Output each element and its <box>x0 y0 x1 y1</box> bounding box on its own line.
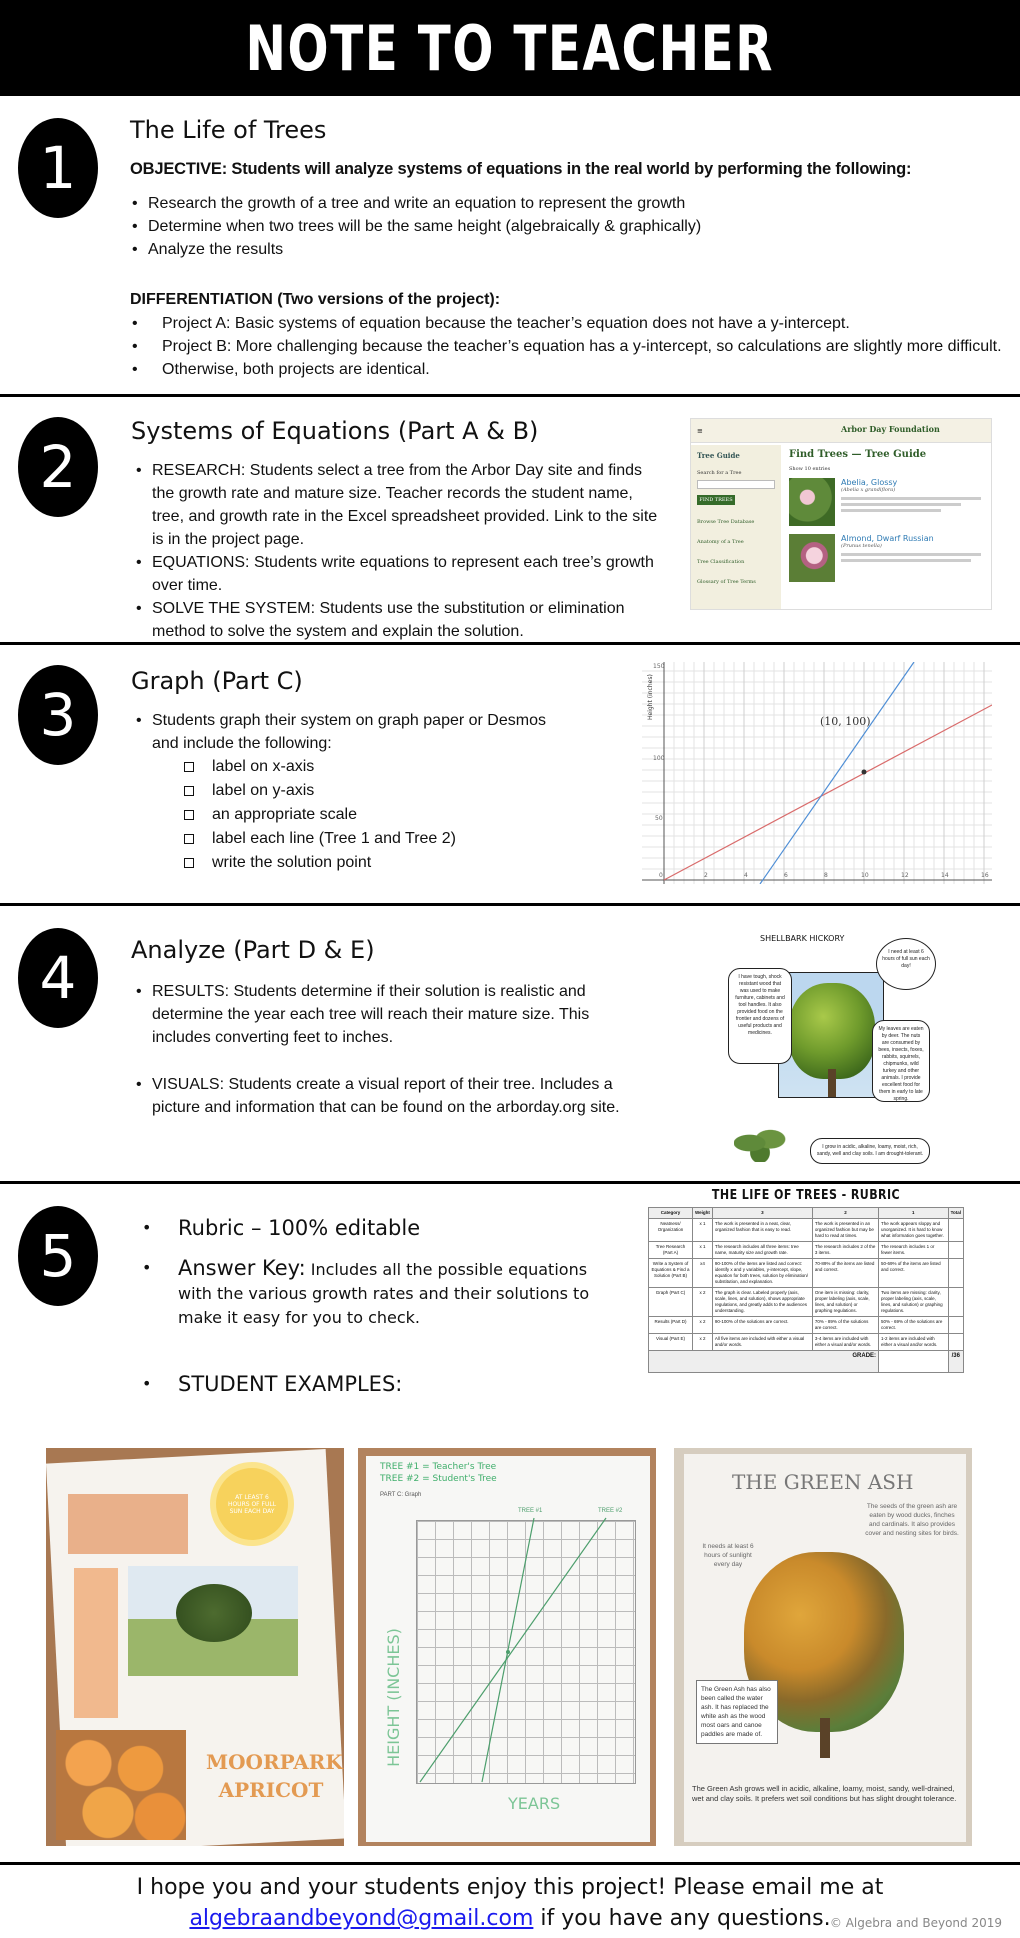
x-tick-label: 10 <box>861 872 869 879</box>
answer-key-title: Answer Key: <box>178 1256 306 1280</box>
x-tick-label: 6 <box>784 872 788 879</box>
sidebar-heading: Tree Guide <box>697 451 740 460</box>
column-header: 1 <box>879 1208 949 1219</box>
column-header: Total <box>948 1208 963 1219</box>
example-title: THE GREEN ASH <box>732 1470 914 1494</box>
header-banner <box>0 0 1020 96</box>
grade-total: /36 <box>948 1351 963 1373</box>
example-heading: TREE #1 = Teacher's Tree <box>380 1462 497 1472</box>
list-item: • VISUALS: Students create a visual report of their tree. Includes a picture and information that can be found on the arborday.org site. <box>134 1073 644 1119</box>
x-tick-label: 16 <box>981 872 989 879</box>
list-item: • RESULTS: Students determine if their solution is realistic and determine the year each tree will reach their mature size. This includes converting feet to inches. <box>134 980 644 1049</box>
callout-bubble: I grow in acidic, alkaline, loamy, moist, rich, sandy, well and clay soils. I am drought-tolerant. <box>810 1138 930 1164</box>
column-header: Category <box>649 1208 693 1219</box>
footer-line-1: I hope you and your students enjoy this project! Please email me at <box>136 1875 884 1900</box>
tree-photo <box>789 478 835 526</box>
menu-icon: ≡ <box>697 426 703 435</box>
tree-entry <box>789 534 989 582</box>
callout-bubble: I have tough, shock resistant wood that was used to make furniture, cabinets and tool handles. It also provided food on the frontier and dozens of useful products and medicines. <box>728 968 792 1064</box>
screenshot-main <box>789 449 989 590</box>
section-4-list <box>134 980 644 1119</box>
tree-entry <box>789 478 989 526</box>
list-item <box>140 1372 610 1398</box>
tree-name: Abelia, Glossy <box>841 478 898 487</box>
arbor-logo: Arbor Day Foundation <box>841 424 940 434</box>
callout-bubble: I need at least 6 hours of full sun each day! <box>876 938 936 990</box>
objective-list <box>130 192 930 261</box>
sidebar-link: Anatomy of a Tree <box>697 539 744 545</box>
table-header-row <box>649 1208 964 1219</box>
checklist-item: write the solution point <box>182 851 582 875</box>
table-row: Results (Part D) x 2 90-100% of the solutions are correct. 70% - 89% of the solutions are correct. 50% - 69% of the solutions are correct. <box>649 1317 964 1334</box>
x-tick-label: 2 <box>704 872 708 879</box>
section-title: Analyze (Part D & E) <box>131 936 375 964</box>
table-row: Visual (Part E) x 2 All five items are included with either a visual and/or words. 3-4 items are included with either a visual and/or words. 1-2 items are included with either a visual and/or words. <box>649 1334 964 1351</box>
x-tick-label: 4 <box>744 872 748 879</box>
rubric-table-preview <box>648 1188 964 1373</box>
desmos-graph <box>642 662 992 884</box>
list-item: • Otherwise, both projects are identical. <box>130 358 1010 381</box>
line-label: TREE #2 <box>598 1508 623 1514</box>
student-example-photo-1 <box>46 1448 344 1846</box>
list-item <box>140 1256 610 1330</box>
table-row: Neatness/ Organization x 1 The work is presented in a neat, clear, organized fashion that is easy to read. The work is presented in an organized fashion but may be hard to read at times. The work appears sloppy and unorganized. It is hard to know what information goes together. <box>649 1219 964 1242</box>
differentiation-list <box>130 312 1010 381</box>
tree-picture <box>778 972 884 1098</box>
footer-line-2-text: if you have any questions. <box>533 1906 831 1931</box>
column-header: 2 <box>812 1208 878 1219</box>
x-tick-label: 0 <box>659 872 663 879</box>
student-examples-title: STUDENT EXAMPLES: <box>178 1372 403 1396</box>
list-item: • Research the growth of a tree and write an equation to represent the growth <box>130 192 930 215</box>
list-item: • Project A: Basic systems of equation because the teacher’s equation does not have a y-intercept. <box>130 312 1010 335</box>
student-example-photo-3 <box>674 1448 972 1846</box>
x-tick-label: 8 <box>824 872 828 879</box>
graph-checklist <box>182 755 582 875</box>
rubric-table <box>648 1207 964 1373</box>
column-header: Weight <box>693 1208 713 1219</box>
answer-key-text: Includes all the possible equations with the various growth rates and their solutions to make it easy for you to check. <box>178 1260 590 1327</box>
list-item: • Project B: More challenging because the teacher’s equation has a y-intercept, so calculations are slightly more difficult. <box>130 335 1010 358</box>
screenshot-sidebar <box>691 445 781 610</box>
checklist-item: label each line (Tree 1 and Tree 2) <box>182 827 582 851</box>
checklist-item: label on x-axis <box>182 755 582 779</box>
table-row: Graph (Part C) x 2 The graph is clear. Labeled properly (axis, scale, lines, and solution), shows appropriate regulations, and greatly adds to the audiences understanding. One item is missing: clarity, proper labeling (axis, scale, lines, and solution) or graphing regulations. Two items are missing: clarity, proper labeling (axis, scale, lines, and solution) or graphing regulations. <box>649 1288 964 1317</box>
tree-photo <box>789 534 835 582</box>
x-tick-label: 14 <box>941 872 949 879</box>
section-divider <box>0 1862 1020 1865</box>
section-number-badge: 4 <box>18 928 98 1028</box>
section-3-list <box>134 709 574 755</box>
example-heading: TREE #2 = Student's Tree <box>380 1474 497 1484</box>
visual-report-example <box>720 928 990 1166</box>
sun-drawing: AT LEAST 6 HOURS OF FULL SUN EACH DAY <box>216 1468 288 1540</box>
objective-text: OBJECTIVE: Students will analyze systems of equations in the real world by performing the following: <box>130 160 912 178</box>
callout-bubble: My leaves are eaten by deer. The nuts are consumed by bees, insects, foxes, rabbits, squirrels, chipmunks, wild turkey and other animals. I provide excellent food for them in early to late spring. <box>872 1020 930 1102</box>
section-number-badge: 3 <box>18 665 98 765</box>
search-label: Search for a Tree <box>697 470 742 476</box>
table-row: Write a System of Equations & Find a Solution (Part B) x4 90-100% of the items are listed and correct: identify x and y variables, y-intercept, slope, equation for both trees, solution by elimination/ substitution, and explanation. 70-89% of the items are listed and correct. 50-69% of the items are listed and correct. <box>649 1259 964 1288</box>
column-header: 3 <box>712 1208 812 1219</box>
y-axis-label: Height (inches) <box>647 674 654 720</box>
differentiation-heading: DIFFERENTIATION (Two versions of the project): <box>130 291 501 308</box>
example-note: The seeds of the green ash are eaten by wood ducks, finches and cardinals. It also provides cover and nesting sites for birds. <box>865 1503 959 1537</box>
leaf-drawing <box>734 1124 786 1162</box>
section-5-list <box>140 1216 610 1398</box>
line-label: TREE #1 <box>518 1508 543 1514</box>
section-title: Systems of Equations (Part A & B) <box>131 417 539 445</box>
section-1 <box>0 96 1020 394</box>
checklist-item: label on y-axis <box>182 779 582 803</box>
visual-title: SHELLBARK HICKORY <box>760 934 845 943</box>
section-number-badge: 5 <box>18 1206 98 1306</box>
list-item: • SOLVE THE SYSTEM: Students use the substitution or elimination method to solve the system and explain the solution. <box>134 597 664 642</box>
tree-scientific-name: (Prunus tenella) <box>841 543 882 549</box>
x-tick-label: 12 <box>901 872 909 879</box>
example-note: The Green Ash has also been called the water ash. It has replaced the white ash as the wood most oars and canoe paddles are made of. <box>696 1680 778 1744</box>
example-part: PART C: Graph <box>380 1492 422 1498</box>
sidebar-link: Browse Tree Database <box>697 519 755 525</box>
show-entries: Show 10 entries <box>789 466 831 472</box>
apricot-photo <box>56 1730 186 1840</box>
sidebar-link: Tree Classification <box>697 559 745 565</box>
y-axis-label: HEIGHT (INCHES) <box>383 1628 403 1767</box>
rubric-title: THE LIFE OF TREES - RUBRIC <box>711 1188 901 1203</box>
example-note: The Green Ash grows well in acidic, alkaline, loamy, moist, sandy, well-drained, wet and clay soils. It prefers wet soil conditions but has slight drought tolerance. <box>692 1784 957 1803</box>
find-trees-button: FIND TREES <box>697 495 735 505</box>
email-link[interactable]: algebraandbeyond@gmail.com <box>189 1906 534 1931</box>
list-item: • Determine when two trees will be the same height (algebraically & graphically) <box>130 215 930 238</box>
y-tick-label: 150 <box>653 663 665 670</box>
tree-name: Almond, Dwarf Russian <box>841 534 934 543</box>
list-item <box>140 1216 610 1242</box>
y-tick-label: 50 <box>655 815 663 822</box>
checklist-item: an appropriate scale <box>182 803 582 827</box>
sidebar-link: Glossary of Tree Terms <box>697 579 756 585</box>
list-item: • RESEARCH: Students select a tree from the Arbor Day site and finds the growth rate and mature size. Teacher records the student name, tree, and growth rate in the Excel spreadsheet provided. Link to the site is in the project page. <box>134 459 664 551</box>
x-axis-label: YEARS <box>508 1794 561 1813</box>
section-number-badge: 1 <box>18 118 98 218</box>
arbor-day-screenshot <box>690 418 992 610</box>
list-item: • EQUATIONS: Students write equations to represent each tree’s growth over time. <box>134 551 664 597</box>
section-number-badge: 2 <box>18 417 98 517</box>
list-item: • Analyze the results <box>130 238 930 261</box>
search-input <box>697 480 775 489</box>
grade-row <box>649 1351 964 1373</box>
section-title: The Life of Trees <box>130 116 327 144</box>
list-item: • Students graph their system on graph paper or Desmos and include the following: <box>134 709 574 755</box>
section-title: Graph (Part C) <box>131 667 303 695</box>
tree-scientific-name: (Abelia x grandiflora) <box>841 487 896 493</box>
section-2-list <box>134 459 664 642</box>
rubric-item-title: Rubric – 100% editable <box>178 1216 421 1240</box>
table-row: Tree Research (Part A) x 1 The research includes all three items: tree name, maturity size and growth rate. The research includes 2 of the 3 items. The research includes 1 or fewer items. <box>649 1242 964 1259</box>
y-tick-label: 100 <box>653 755 665 762</box>
grade-label: GRADE: <box>649 1351 879 1373</box>
copyright: © Algebra and Beyond 2019 <box>829 1916 1002 1930</box>
screenshot-heading: Find Trees — Tree Guide <box>789 449 927 460</box>
tree-name-label: MOORPARK APRICOT <box>206 1750 343 1802</box>
solution-point <box>862 770 867 775</box>
tree-photo <box>128 1566 298 1676</box>
student-example-photo-2 <box>358 1448 656 1846</box>
solution-point-label: (10, 100) <box>820 715 871 728</box>
example-note: It needs at least 6 hours of sunlight every day <box>702 1543 754 1568</box>
page-title: NOTE TO TEACHER <box>245 11 775 85</box>
